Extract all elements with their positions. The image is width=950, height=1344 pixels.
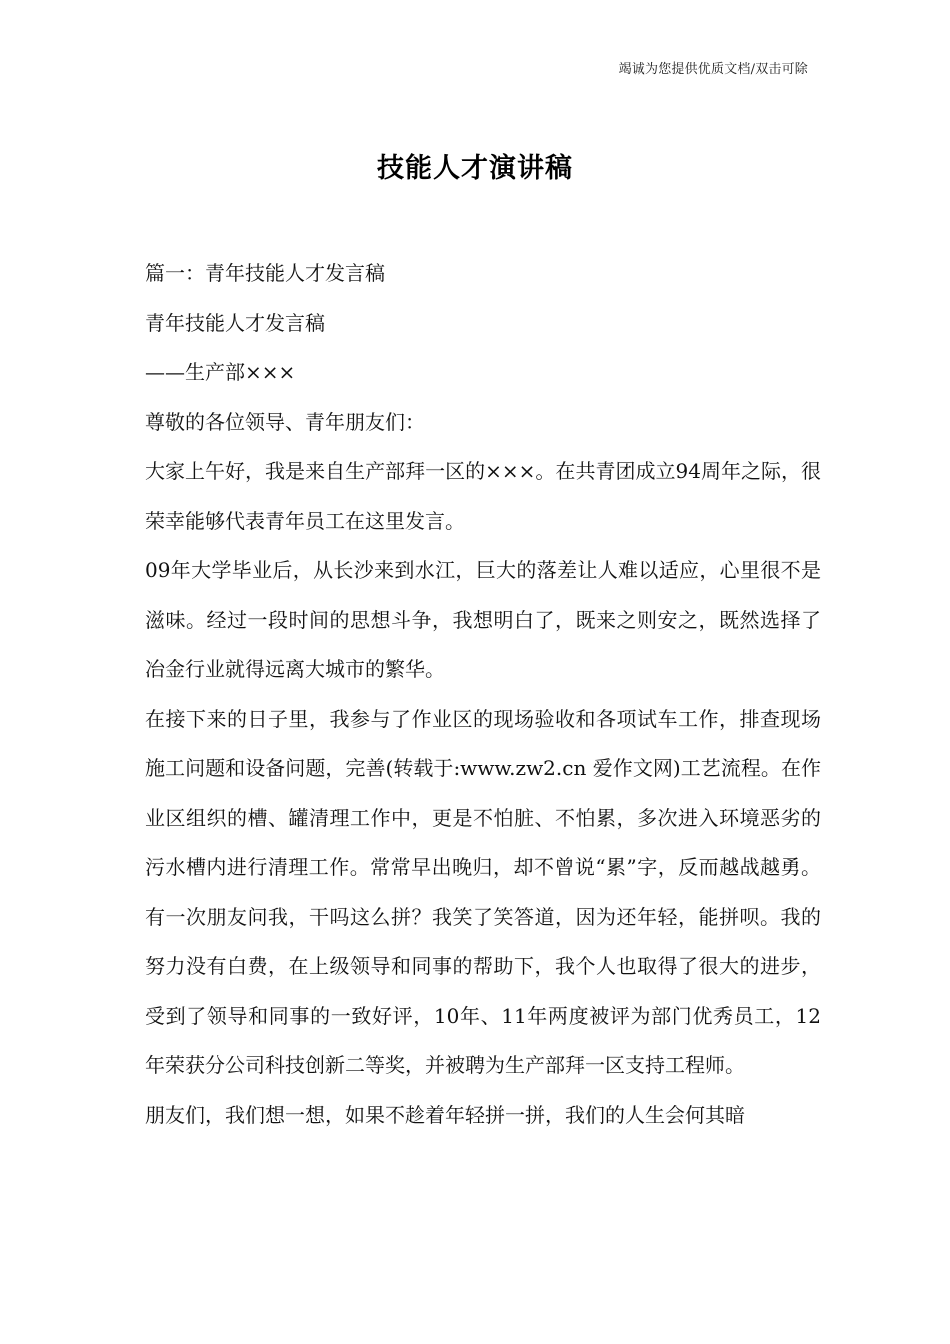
paragraph-greeting: 大家上午好，我是来自生产部拜一区的×××。在共青团成立94周年之际，很荣幸能够代表青年员工在这里发言。 (145, 459, 821, 533)
paragraph-speaker-line: ——生产部××× (145, 360, 296, 384)
document-title: 技能人才演讲稿 (377, 153, 573, 184)
paragraph-closing-fragment: 朋友们，我们想一想，如果不趁着年轻拼一拼，我们的人生会何其暗 (145, 1102, 745, 1127)
header-note: 竭诚为您提供优质文档/双击可除 (618, 62, 808, 77)
paragraph-graduation: 09年大学毕业后，从长沙来到水江，巨大的落差让人难以适应，心里很不是滋味。经过一段时间的思想斗争，我想明白了，既来之则安之，既然选择了冶金行业就得远离大城市的繁华。 (145, 558, 821, 681)
document-body (145, 249, 821, 1140)
paragraph-section-heading: 篇一：青年技能人才发言稿 (145, 261, 385, 285)
paragraph-speech-title: 青年技能人才发言稿 (145, 310, 325, 335)
paragraph-salutation: 尊敬的各位领导、青年朋友们： (145, 409, 425, 434)
paragraph-work-experience: 在接下来的日子里，我参与了作业区的现场验收和各项试车工作，排查现场施工问题和设备问题，完善(转载于:www.zw2.cn 爱作文网)工艺流程。在作业区组织的槽、罐清理工作中，更是不怕脏、不怕累，多次进入环境恶劣的污水槽内进行清理工作。常常早出晚归，却不曾说“累”字，反而越战越勇。有一次朋友问我，干吗这么拼？我笑了笑答道，因为还年轻，能拼呗。我的努力没有白费，在上级领导和同事的帮助下，我个人也取得了很大的进步，受到了领导和同事的一致好评，10年、11年两度被评为部门优秀员工，12年荣获分公司科技创新二等奖，并被聘为生产部拜一区支持工程师。 (145, 706, 821, 1077)
